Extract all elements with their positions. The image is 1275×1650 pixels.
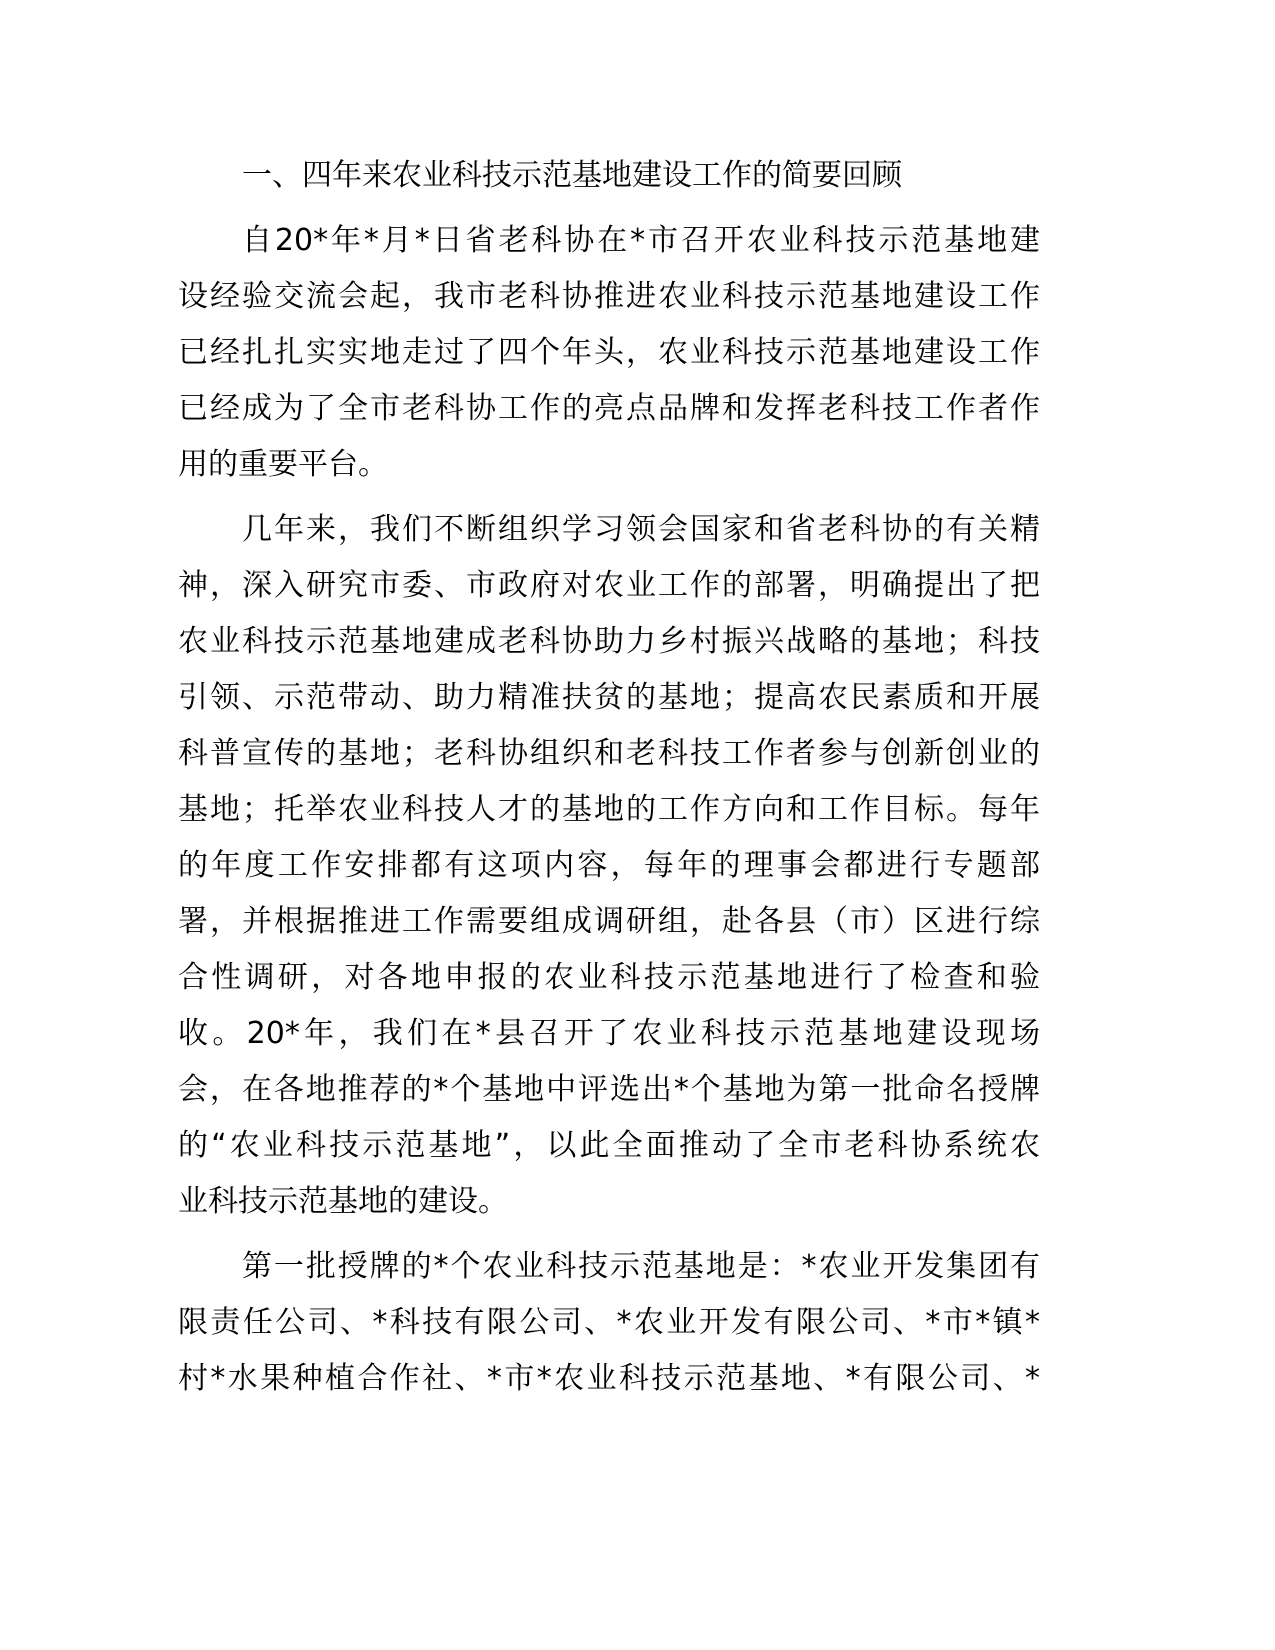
- paragraph-line: 神，深入研究市委、市政府对农业工作的部署，明确提出了把: [178, 568, 1040, 603]
- paragraph-line: 科普宣传的基地；老科协组织和老科技工作者参与创新创业的: [178, 736, 1040, 771]
- paragraph-line: 第一批授牌的*个农业科技示范基地是：*农业开发集团有: [242, 1249, 1040, 1284]
- paragraph-line: 村*水果种植合作社、*市*农业科技示范基地、*有限公司、*: [178, 1361, 1040, 1396]
- paragraph-line: 收。20*年，我们在*县召开了农业科技示范基地建设现场: [178, 1016, 1040, 1051]
- section-heading: 一、四年来农业科技示范基地建设工作的简要回顾: [242, 158, 902, 193]
- paragraph-line: 已经成为了全市老科协工作的亮点品牌和发挥老科技工作者作: [178, 391, 1040, 426]
- paragraph-line: 的年度工作安排都有这项内容，每年的理事会都进行专题部: [178, 848, 1040, 883]
- paragraph-line: 合性调研，对各地申报的农业科技示范基地进行了检查和验: [178, 960, 1040, 995]
- paragraph-line: 农业科技示范基地建成老科协助力乡村振兴战略的基地；科技: [178, 624, 1040, 659]
- paragraph-2: [178, 502, 1040, 1230]
- paragraph-3: [178, 1239, 1040, 1407]
- paragraph-line: 基地；托举农业科技人才的基地的工作方向和工作目标。每年: [178, 792, 1040, 827]
- paragraph-line: 已经扎扎实实地走过了四个年头，农业科技示范基地建设工作: [178, 335, 1040, 370]
- paragraph-line: 业科技示范基地的建设。: [178, 1184, 508, 1219]
- document-page: [178, 148, 1040, 1407]
- paragraph-line: 自20*年*月*日省老科协在*市召开农业科技示范基地建: [242, 223, 1040, 258]
- paragraph-line: 用的重要平台。: [178, 447, 388, 482]
- paragraph-1: [178, 213, 1040, 493]
- paragraph-line: 限责任公司、*科技有限公司、*农业开发有限公司、*市*镇*: [178, 1305, 1040, 1340]
- paragraph-line: 引领、示范带动、助力精准扶贫的基地；提高农民素质和开展: [178, 680, 1040, 715]
- paragraph-line: 署，并根据推进工作需要组成调研组，赴各县（市）区进行综: [178, 904, 1040, 939]
- paragraph-line: 设经验交流会起，我市老科协推进农业科技示范基地建设工作: [178, 279, 1040, 314]
- paragraph-line: 几年来，我们不断组织学习领会国家和省老科协的有关精: [242, 512, 1040, 547]
- paragraph-line: 的“农业科技示范基地”，以此全面推动了全市老科协系统农: [178, 1128, 1040, 1163]
- paragraph-line: 会，在各地推荐的*个基地中评选出*个基地为第一批命名授牌: [178, 1072, 1040, 1107]
